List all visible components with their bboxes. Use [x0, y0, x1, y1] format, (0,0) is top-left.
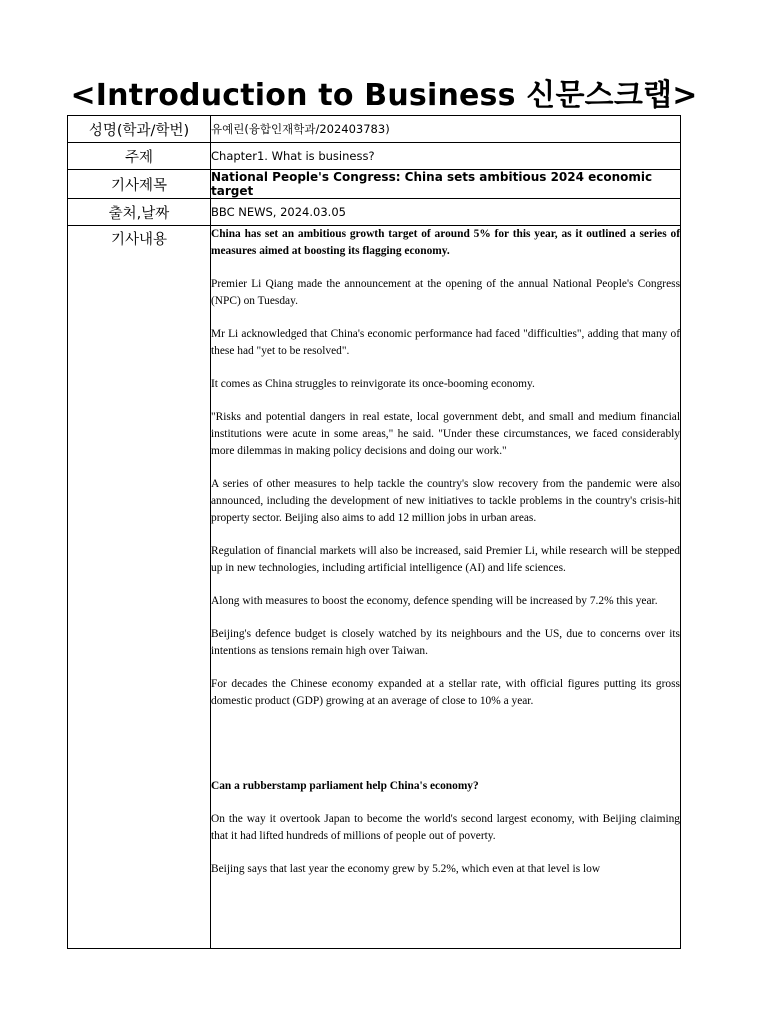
document-title: <Introduction to Business 신문스크랩>	[70, 78, 698, 113]
headline-label: 기사제목	[68, 170, 211, 199]
article-paragraph: A series of other measures to help tackle the country's slow recovery from the pandemic were also announced, including the development of new initiatives to tackle problems in the country's crisis-hit property sector. Beijing also aims to add 12 million jobs in urban areas.	[211, 478, 680, 524]
article-paragraph: Beijing's defence budget is closely watched by its neighbours and the US, due to concerns over its intentions as tensions remain high over Taiwan.	[211, 628, 680, 657]
article-paragraph: For decades the Chinese economy expanded at a stellar rate, with official figures putting its gross domestic product (GDP) growing at an average of close to 10% a year.	[211, 678, 680, 707]
article-lead: China has set an ambitious growth target of around 5% for this year, as it outlined a series of measures aimed at boosting its flagging economy.	[211, 228, 680, 257]
name-label: 성명(학과/학번)	[68, 116, 211, 143]
topic-row	[68, 143, 681, 170]
topic-value: Chapter1. What is business?	[211, 143, 681, 170]
source-label: 출처,날짜	[68, 199, 211, 226]
name-row	[68, 116, 681, 143]
article-paragraph: Mr Li acknowledged that China's economic performance had faced "difficulties", adding that many of these had "yet to be resolved".	[211, 328, 680, 357]
article-text	[211, 226, 680, 940]
article-paragraph: "Risks and potential dangers in real estate, local government debt, and small and medium financial institutions were acute in some areas," he said. "Under these circumstances, we faced considerably more dilemmas in making policy decisions and doing our work."	[211, 411, 680, 457]
headline-row	[68, 170, 681, 199]
article-paragraph: It comes as China struggles to reinvigorate its once-booming economy.	[211, 378, 535, 390]
topic-label: 주제	[68, 143, 211, 170]
scrap-table	[67, 115, 681, 949]
article-body	[211, 226, 681, 949]
article-paragraph: Beijing says that last year the economy grew by 5.2%, which even at that level is low	[211, 863, 601, 875]
article-paragraph: Regulation of financial markets will also be increased, said Premier Li, while research will be stepped up in new technologies, including artificial intelligence (AI) and life sciences.	[211, 545, 680, 574]
name-value: 유예린(융합인재학과/202403783)	[211, 116, 681, 143]
article-paragraph: Along with measures to boost the economy, defence spending will be increased by 7.2% this year.	[211, 595, 658, 607]
source-row	[68, 199, 681, 226]
content-label: 기사내용	[68, 226, 211, 949]
article-subheading: Can a rubberstamp parliament help China's economy?	[211, 780, 479, 792]
article-paragraph: On the way it overtook Japan to become the world's second largest economy, with Beijing claiming that it had lifted hundreds of millions of people out of poverty.	[211, 813, 680, 842]
content-row	[68, 226, 681, 949]
headline-value: National People's Congress: China sets ambitious 2024 economic target	[211, 170, 681, 199]
article-paragraph: Premier Li Qiang made the announcement at the opening of the annual National People's Congress (NPC) on Tuesday.	[211, 278, 680, 307]
source-value: BBC NEWS, 2024.03.05	[211, 199, 681, 226]
blank-space	[211, 726, 680, 778]
